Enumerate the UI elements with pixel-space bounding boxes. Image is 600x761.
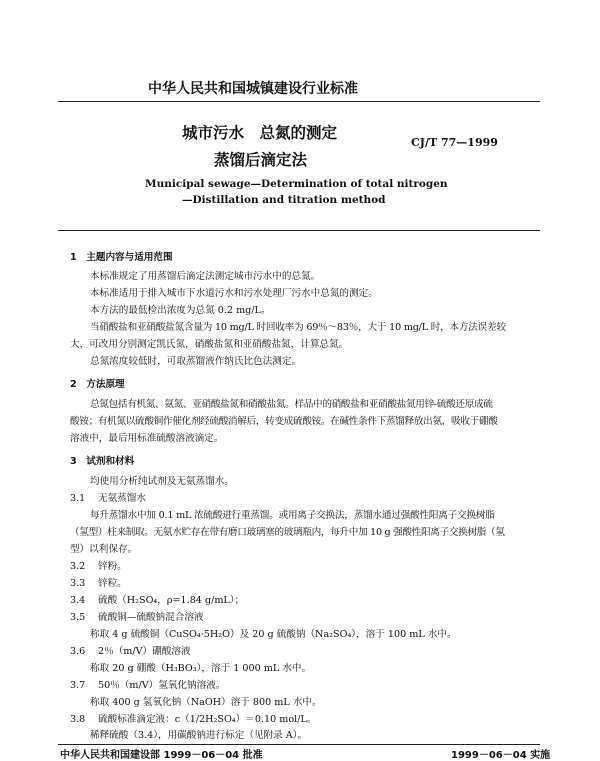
section-1-para: 当硝酸盐和亚硝酸盐氮含量为 10 mg/L 时回收率为 69％～83％，大于 10 mg/L 时，本方法误差较 (90, 322, 506, 333)
header-divider (58, 101, 540, 102)
section-1-para: 本标准规定了用蒸馏后滴定法测定城市污水中的总氮。 (90, 271, 321, 282)
english-title-line-2: —Distillation and titration method (182, 194, 386, 206)
org-title: 中华人民共和国城镇建设行业标准 (148, 81, 358, 97)
section-1-para: 本标准适用于排入城市下水道污水和污水处理厂污水中总氮的测定。 (90, 288, 378, 299)
item-text: 稀释硫酸（3.4），用碳酸钠进行标定（见附录 A）。 (90, 730, 308, 741)
item-text: 称取 400 g 氢氧化钠（NaOH）溶于 800 mL 水中。 (90, 697, 322, 708)
item-label: 硫酸铜—硫酸钠混合溶液 (98, 612, 204, 623)
item-number: 3.2 (70, 561, 86, 572)
item-number: 3.5 (70, 612, 86, 623)
item-number: 3.4 (70, 595, 86, 606)
title-line-1: 城市污水 总氮的测定 (182, 124, 338, 142)
item-number: 3.6 (70, 646, 86, 657)
section-2-heading: 2 方法原理 (70, 379, 125, 390)
item-number: 3.3 (70, 578, 86, 589)
item-number: 3.1 (70, 493, 86, 504)
item-number: 3.7 (70, 680, 86, 691)
section-3-intro: 均使用分析纯试剂及无氨蒸馏水。 (90, 476, 234, 487)
item-label: 锌粒。 (98, 578, 127, 589)
section-2-para: 酸铵；有机氮以硫酸铜作催化剂经硫酸消解后，转变成硫酸铵。在碱性条件下蒸馏释放出氨，吸收于硼酸 (70, 416, 498, 427)
item-label: 锌粉。 (98, 561, 127, 572)
standard-code: CJ/T 77—1999 (411, 136, 498, 149)
item-label: 50％（m/V）氢氧化钠溶液。 (98, 680, 226, 691)
item-label: 无氨蒸馏水 (98, 493, 146, 504)
section-1-para: 总氮浓度较低时，可取蒸馏液作纳氏比色法测定。 (90, 356, 302, 367)
implementation-date: 1999－06－04 实施 (451, 750, 551, 761)
item-number: 3.8 (70, 714, 86, 725)
footer-divider (58, 744, 540, 745)
item-text: （氢型）柱来制取。无氨水贮存在带有磨口玻璃塞的玻璃瓶内，每升中加 10 g 强酸性阳离子交换树脂（氢 (70, 527, 505, 538)
item-text: 型）以利保存。 (70, 544, 138, 555)
approval-note: 中华人民共和国建设部 1999－06－04 批准 (60, 750, 263, 761)
section-2-para: 溶液中，最后用标准硫酸溶液滴定。 (70, 433, 224, 444)
section-1-para: 大，可改用分别测定凯氏氮，硝酸盐氮和亚硝酸盐氮，计算总氮。 (70, 339, 349, 350)
section-3-heading: 3 试剂和材料 (70, 456, 135, 467)
item-text: 称取 4 g 硫酸铜（CuSO₄·5H₂O）及 20 g 硫酸钠（Na₂SO₄），溶于 100 mL 水中。 (90, 629, 457, 640)
item-text: 每升蒸馏水中加 0.1 mL 浓硫酸进行重蒸馏。或用离子交换法，蒸馏水通过强酸性阳离子交换树脂 (90, 510, 495, 521)
title-line-2: 蒸馏后滴定法 (214, 151, 308, 169)
section-1-heading: 1 主题内容与适用范围 (70, 252, 173, 263)
section-2-para: 总氮包括有机氮、氨氮、亚硝酸盐氮和硝酸盐氮。样品中的硝酸盐和亚硝酸盐氮用锌-硫酸还原成硫 (90, 399, 493, 410)
english-title-line-1: Municipal sewage—Determination of total nitrogen (145, 178, 448, 190)
item-label: 2％（m/V）硼酸溶液 (98, 646, 191, 657)
item-label: 硫酸（H₂SO₄，ρ=1.84 g/mL）； (98, 595, 245, 606)
item-label: 硫酸标准滴定液：c（1/2H₂SO₄）＝0.10 mol/L。 (98, 714, 317, 725)
title-divider (58, 230, 540, 231)
item-text: 称取 20 g 硼酸（H₃BO₃），溶于 1 000 mL 水中。 (90, 663, 312, 674)
section-1-para: 本方法的最低检出浓度为总氮 0.2 mg/L。 (90, 305, 271, 316)
